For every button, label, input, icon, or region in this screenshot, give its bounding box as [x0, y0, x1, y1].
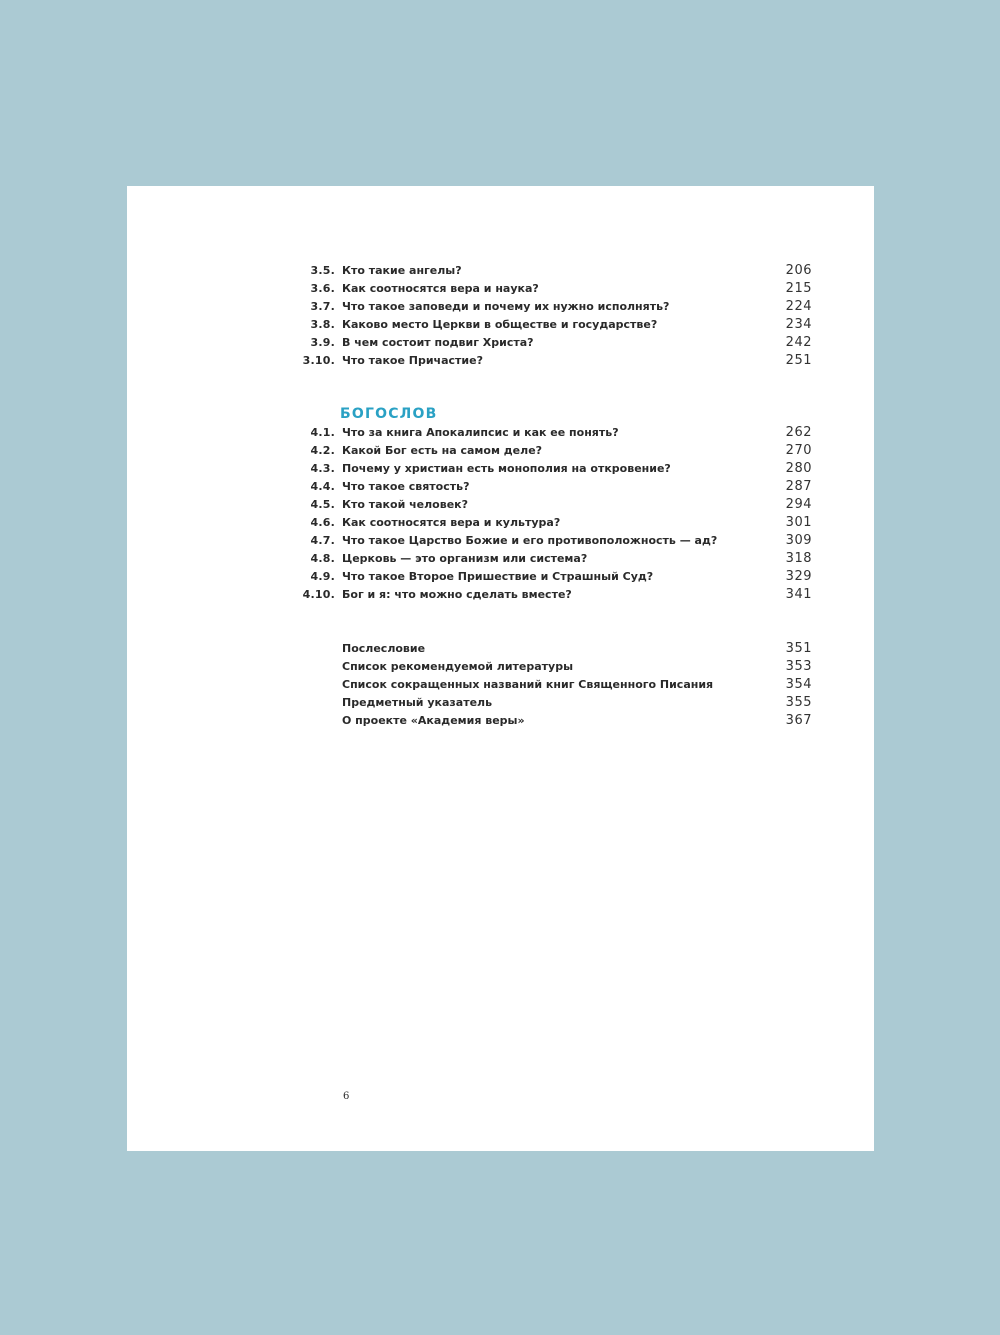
toc-entry [127, 442, 874, 460]
toc-entry-page: 234 [785, 317, 812, 332]
toc-entry-number: 3.7. [310, 300, 335, 313]
toc-entry-title: Что такое Царство Божие и его противоположность — ад? [342, 534, 718, 547]
toc-entry-number: 4.6. [310, 516, 335, 529]
toc-entry-number: 4.3. [310, 462, 335, 475]
toc-entry [127, 334, 874, 352]
toc-backmatter-entry [127, 694, 874, 712]
toc-entry-title: Кто такой человек? [342, 498, 469, 511]
toc-entry-page: 367 [785, 713, 812, 728]
toc-entry-number: 3.5. [310, 264, 335, 277]
toc-entry-number: 4.1. [310, 426, 335, 439]
toc-entry-page: 215 [785, 281, 812, 296]
toc-entry-page: 341 [785, 587, 812, 602]
toc-entry-number: 3.6. [310, 282, 335, 295]
toc-backmatter-entry [127, 640, 874, 658]
toc-entry-page: 224 [785, 299, 812, 314]
toc-entry-title: Список рекомендуемой литературы [342, 660, 574, 673]
toc-entry-page: 301 [785, 515, 812, 530]
toc-entry-title: Что такое заповеди и почему их нужно исполнять? [342, 300, 670, 313]
toc-entry-title: Церковь — это организм или система? [342, 552, 588, 565]
toc-entry [127, 424, 874, 442]
toc-entry-title: Какой Бог есть на самом деле? [342, 444, 543, 457]
page-number: 6 [343, 1091, 350, 1102]
toc-entry-number: 4.2. [310, 444, 335, 457]
toc-entry [127, 550, 874, 568]
toc-entry-page: 251 [785, 353, 812, 368]
toc-entry-title: Кто такие ангелы? [342, 264, 462, 277]
toc-entry-number: 3.8. [310, 318, 335, 331]
toc-entry [127, 262, 874, 280]
toc-backmatter-entry [127, 658, 874, 676]
toc-entry [127, 568, 874, 586]
toc-entry-page: 354 [785, 677, 812, 692]
toc-entry-number: 3.9. [310, 336, 335, 349]
toc-entry-title: Послесловие [342, 642, 426, 655]
toc-entry-page: 353 [785, 659, 812, 674]
toc-entry [127, 298, 874, 316]
toc-entry-title: Что такое святость? [342, 480, 470, 493]
toc-entry [127, 514, 874, 532]
toc-entry-title: Что за книга Апокалипсис и как ее понять? [342, 426, 619, 439]
toc-entry-page: 351 [785, 641, 812, 656]
toc-entry-number: 4.10. [302, 588, 335, 601]
toc-entry [127, 352, 874, 370]
toc-entry-title: Что такое Причастие? [342, 354, 483, 367]
toc-entry-number: 4.5. [310, 498, 335, 511]
toc-entry-page: 262 [785, 425, 812, 440]
toc-entry-title: В чем состоит подвиг Христа? [342, 336, 534, 349]
toc-entry [127, 460, 874, 478]
toc-entry-number: 4.8. [310, 552, 335, 565]
toc-entry-title: Предметный указатель [342, 696, 493, 709]
toc-entry-title: Почему у христиан есть монополия на откровение? [342, 462, 671, 475]
toc-entry [127, 532, 874, 550]
toc-entry-title: Как соотносятся вера и культура? [342, 516, 561, 529]
toc-entry-page: 287 [785, 479, 812, 494]
toc-entry-number: 4.9. [310, 570, 335, 583]
toc-entry-page: 355 [785, 695, 812, 710]
toc-entry [127, 478, 874, 496]
toc-entry-number: 4.7. [310, 534, 335, 547]
section-heading: БОГОСЛОВ [340, 406, 438, 422]
toc-entry-page: 206 [785, 263, 812, 278]
toc-entry-page: 270 [785, 443, 812, 458]
toc-entry-number: 3.10. [302, 354, 335, 367]
toc-entry-page: 309 [785, 533, 812, 548]
toc-entry [127, 280, 874, 298]
toc-backmatter-entry [127, 676, 874, 694]
toc-entry-page: 294 [785, 497, 812, 512]
toc-entry-title: Список сокращенных названий книг Священного Писания [342, 678, 714, 691]
toc-entry-title: Каково место Церкви в обществе и государстве? [342, 318, 658, 331]
toc-backmatter-entry [127, 712, 874, 730]
toc-entry-number: 4.4. [310, 480, 335, 493]
toc-entry-page: 318 [785, 551, 812, 566]
toc-entry-page: 329 [785, 569, 812, 584]
toc-entry-title: О проекте «Академия веры» [342, 714, 525, 727]
toc-entry-page: 280 [785, 461, 812, 476]
toc-entry-title: Что такое Второе Пришествие и Страшный Суд? [342, 570, 654, 583]
toc-entry-title: Как соотносятся вера и наука? [342, 282, 539, 295]
toc-entry-page: 242 [785, 335, 812, 350]
toc-entry [127, 316, 874, 334]
book-page [127, 186, 874, 1151]
toc-entry [127, 496, 874, 514]
toc-entry [127, 586, 874, 604]
toc-entry-title: Бог и я: что можно сделать вместе? [342, 588, 572, 601]
